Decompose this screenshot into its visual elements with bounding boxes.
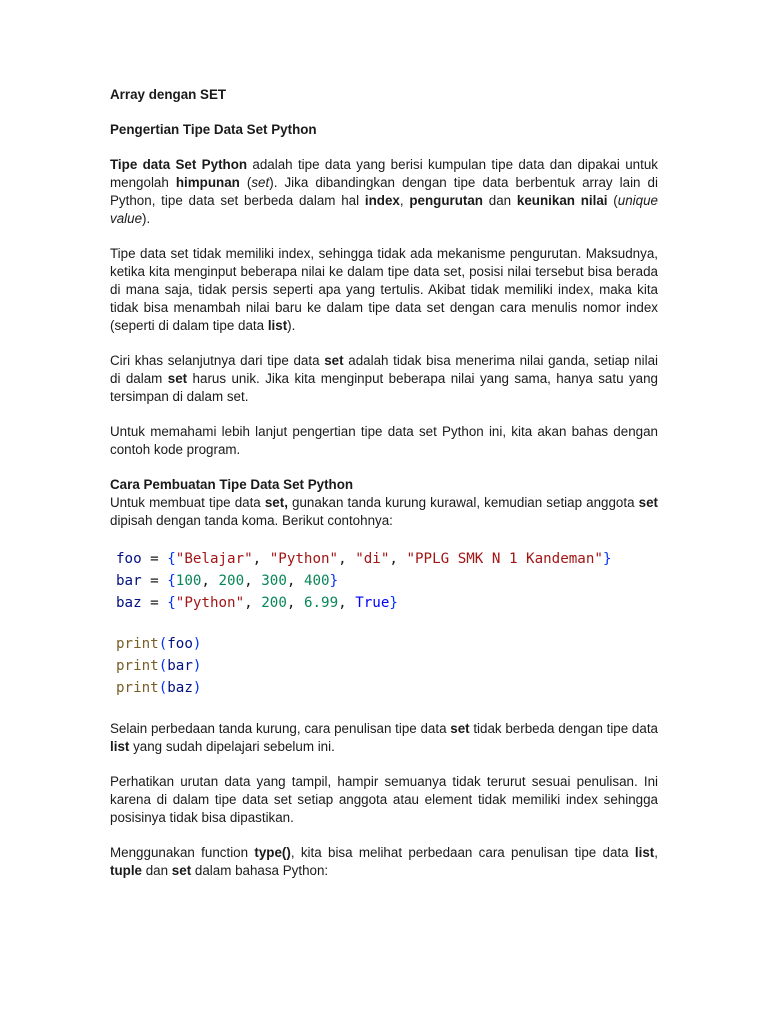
paragraph-unique-values: Ciri khas selanjutnya dari tipe data set adalah tidak bisa menerima nilai ganda, setiap nilai di dalam set harus unik. Jika kita menginput beberapa nilai yang sama, hanya satu yang tersimpan di dalam set. — [110, 353, 658, 404]
document-title: Array dengan SET — [110, 87, 227, 102]
code-line-print-bar: print(bar) — [116, 658, 202, 675]
paragraph-syntax-diff: Selain perbedaan tanda kurung, cara penulisan tipe data set tidak berbeda dengan tipe data list yang sudah dipelajari sebelum ini. — [110, 720, 658, 754]
section-heading-definition: Pengertian Tipe Data Set Python — [110, 122, 317, 137]
section-heading-creation: Cara Pembuatan Tipe Data Set Python — [110, 477, 354, 492]
code-line-print-baz: print(baz) — [116, 679, 202, 696]
code-line-bar: bar = {100, 200, 300, 400} — [116, 572, 339, 589]
code-block — [116, 549, 658, 700]
paragraph-type-function: Menggunakan function type(), kita bisa melihat perbedaan cara penulisan tipe data list, tuple dan set dalam bahasa Python: — [110, 844, 659, 878]
paragraph-intro-example: Untuk memahami lebih lanjut pengertian tipe data set Python ini, kita akan bahas dengan contoh kode program. — [110, 424, 658, 457]
code-line-baz: baz = {"Python", 200, 6.99, True} — [116, 594, 398, 611]
code-line-foo: foo = {"Belajar", "Python", "di", "PPLG SMK N 1 Kandeman"} — [116, 551, 612, 567]
paragraph-order: Perhatikan urutan data yang tampil, hampir semuanya tidak terurut sesuai penulisan. Ini karena di dalam tipe data set setiap anggota atau element tidak memiliki index sehingga posisinya tidak bisa dipastikan. — [110, 773, 658, 825]
paragraph-no-index: Tipe data set tidak memiliki index, sehingga tidak ada mekanisme pengurutan. Maksudnya, ketika kita menginput beberapa nilai ke dalam tipe data set, posisi nilai tersebut bisa berada di mana saja, tidak persis seperti apa yang tertulis. Akibat tidak memiliki index, maka kita tidak bisa menambah nilai baru ke dalam tipe data set dengan cara menulis nomor index (seperti di dalam tipe data list). — [110, 246, 658, 333]
code-line-print-foo: print(foo) — [116, 636, 202, 653]
paragraph-creation: Untuk membuat tipe data set, gunakan tanda kurung kurawal, kemudian setiap anggota set dipisah dengan tanda koma. Berikut contohnya: — [110, 495, 658, 528]
document-body — [110, 86, 658, 880]
paragraph-definition: Tipe data Set Python adalah tipe data yang berisi kumpulan tipe data dan dipakai untuk mengolah himpunan (set). Jika dibandingkan dengan tipe data berbentuk array lain di Python, tipe data set berbeda dalam hal index, pengurutan dan keunikan nilai (unique value). — [110, 157, 658, 226]
